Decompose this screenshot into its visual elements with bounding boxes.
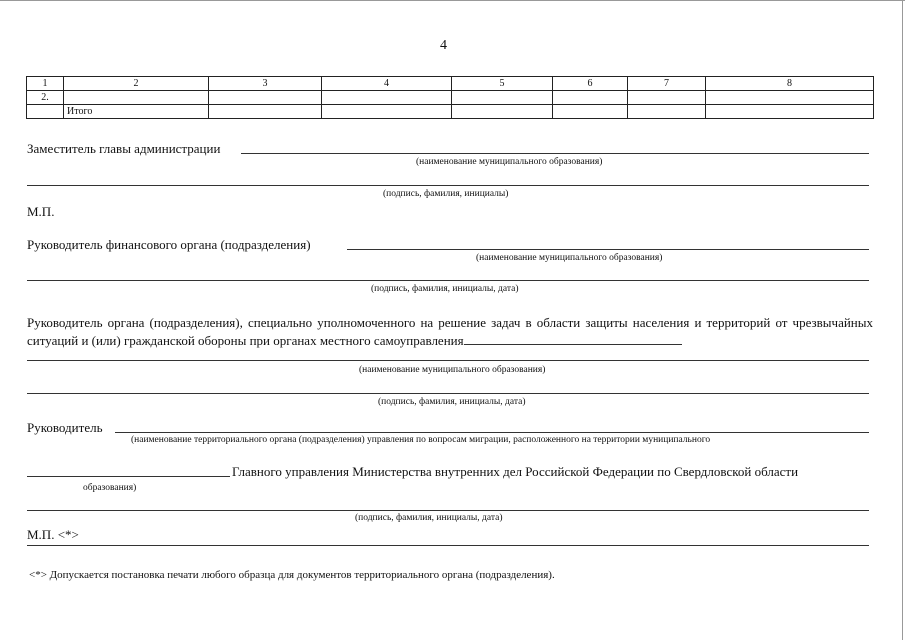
- table-cell: [628, 105, 706, 119]
- deputy-signature-field[interactable]: [27, 185, 869, 186]
- table-cell: Итого: [64, 105, 209, 119]
- table-header-row: [27, 77, 874, 91]
- table-cell: [322, 91, 452, 105]
- page-number: 4: [440, 38, 447, 53]
- finance-signature-caption: (подпись, фамилия, инициалы, дата): [371, 284, 519, 294]
- table-cell: [452, 105, 553, 119]
- table-cell: [706, 91, 874, 105]
- ministry-text: Главного управления Министерства внутренних дел Российской Федерации по Свердловской области: [232, 464, 799, 479]
- table-cell: 2.: [27, 91, 64, 105]
- page-border-top: [0, 0, 905, 1]
- migration-organ-caption: (наименование территориального органа (подразделения) управления по вопросам миграции, расположенного на территории муниципального: [131, 435, 711, 445]
- stamp-separator-line: [27, 545, 869, 546]
- migration-signature-field[interactable]: [27, 510, 869, 511]
- table-header-cell: 1: [27, 77, 64, 91]
- deputy-municipality-field[interactable]: [241, 153, 869, 154]
- table-header-cell: 8: [706, 77, 874, 91]
- table-header-cell: 5: [452, 77, 553, 91]
- table-header-cell: 3: [209, 77, 322, 91]
- deputy-signature-caption: (подпись, фамилия, инициалы): [383, 189, 509, 199]
- civil-defense-head-label: Руководитель органа (подразделения), специально уполномоченного на решение задач в области защиты населения и территорий от чрезвычайных ситуаций и (или) гражданской обороны при органах местного самоуправления: [27, 315, 873, 348]
- table-header-cell: 6: [553, 77, 628, 91]
- table-cell: [628, 91, 706, 105]
- table-header-cell: 2: [64, 77, 209, 91]
- table-cell: [706, 105, 874, 119]
- page-border-right: [902, 0, 903, 640]
- table-cell: [209, 105, 322, 119]
- civil-defense-inline-field[interactable]: [464, 332, 682, 345]
- civil-defense-head-paragraph: [27, 314, 873, 350]
- deputy-head-label: Заместитель главы администрации: [27, 141, 221, 156]
- migration-signature-caption: (подпись, фамилия, инициалы, дата): [355, 513, 503, 523]
- table-row-total: [27, 105, 874, 119]
- civil-defense-municipality-field[interactable]: [27, 360, 869, 361]
- table-header-cell: 4: [322, 77, 452, 91]
- civil-defense-signature-caption: (подпись, фамилия, инициалы, дата): [378, 397, 526, 407]
- stamp-label: М.П.: [27, 204, 55, 219]
- civil-defense-municipality-caption: (наименование муниципального образования): [359, 365, 546, 375]
- table-cell: [322, 105, 452, 119]
- table-cell: [209, 91, 322, 105]
- finance-head-label: Руководитель финансового органа (подразделения): [27, 237, 311, 252]
- table-cell: [553, 91, 628, 105]
- migration-head-label: Руководитель: [27, 420, 103, 435]
- finance-signature-field[interactable]: [27, 280, 869, 281]
- stamp-footnote-label: М.П. <*>: [27, 527, 79, 542]
- table-header-cell: 7: [628, 77, 706, 91]
- deputy-municipality-caption: (наименование муниципального образования): [416, 157, 603, 167]
- migration-organ-field[interactable]: [115, 432, 869, 433]
- migration-municipality-field[interactable]: [27, 476, 230, 477]
- civil-defense-signature-field[interactable]: [27, 393, 869, 394]
- table-cell: [452, 91, 553, 105]
- finance-municipality-field[interactable]: [347, 249, 869, 250]
- finance-municipality-caption: (наименование муниципального образования): [476, 253, 663, 263]
- table-cell: [64, 91, 209, 105]
- table-cell: [553, 105, 628, 119]
- table-cell: [27, 105, 64, 119]
- report-table: [26, 76, 874, 119]
- table-row: [27, 91, 874, 105]
- footnote: <*> Допускается постановка печати любого образца для документов территориального органа (подразделения).: [29, 569, 555, 581]
- migration-municipality-caption: образования): [83, 483, 137, 493]
